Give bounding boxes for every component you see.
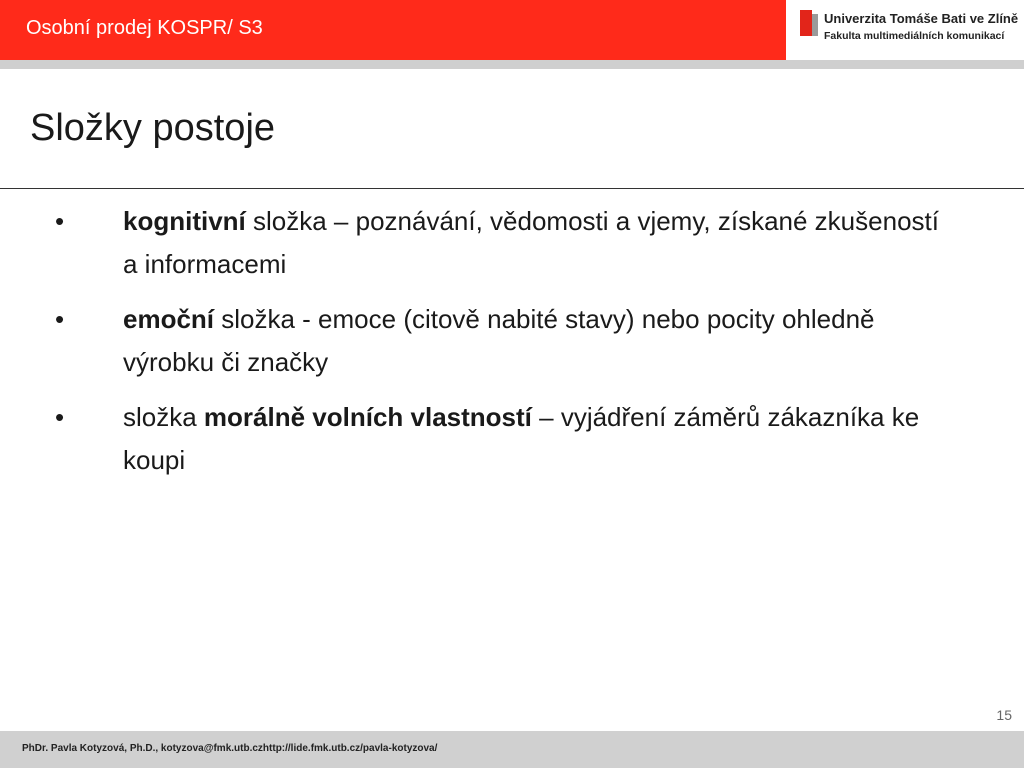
bullet-text (123, 200, 943, 286)
bullet-text-after: složka – poznávání, vědomosti a vjemy, získané zkušeností a informacemi (123, 206, 939, 279)
bullet-text (123, 396, 943, 482)
bullet-marker: • (55, 206, 65, 236)
bullet-text-after: složka - emoce (citově nabité stavy) nebo pocity ohledně výrobku či značky (123, 304, 875, 377)
course-title: Osobní prodej KOSPR/ S3 (26, 17, 263, 39)
bullet-item-kognitivni (0, 200, 1024, 286)
slide-title: Složky postoje (30, 107, 276, 149)
title-divider (0, 188, 1024, 189)
logo-faculty-name: Fakulta multimediálních komunikací (824, 30, 1005, 42)
header-bar (0, 0, 786, 60)
footer-author-contact: PhDr. Pavla Kotyzová, Ph.D., kotyzova@fmk.utb.czhttp://lide.fmk.utb.cz/pavla-kotyzova/ (22, 743, 438, 754)
logo-university-name: Univerzita Tomáše Bati ve Zlíně (824, 11, 1019, 26)
page-number: 15 (996, 707, 1012, 723)
bullet-text-before: složka (123, 402, 204, 432)
bullet-bold-term: kognitivní (123, 206, 246, 236)
bullet-item-moralne-volni (0, 396, 1024, 482)
utb-logo-icon (800, 10, 818, 36)
bullet-text (123, 298, 943, 384)
footer-bar (0, 731, 1024, 768)
university-logo (786, 0, 1024, 60)
bullet-item-emocni (0, 298, 1024, 384)
bullet-text-after: – vyjádření záměrů zákazníka ke koupi (123, 402, 920, 475)
bullet-marker: • (55, 304, 65, 334)
bullet-bold-term: morálně volních vlastností (203, 402, 532, 432)
bullet-bold-term: emoční (123, 304, 215, 334)
bullet-marker: • (55, 402, 65, 432)
bullet-list (0, 200, 1024, 494)
header-divider-band (0, 60, 1024, 69)
